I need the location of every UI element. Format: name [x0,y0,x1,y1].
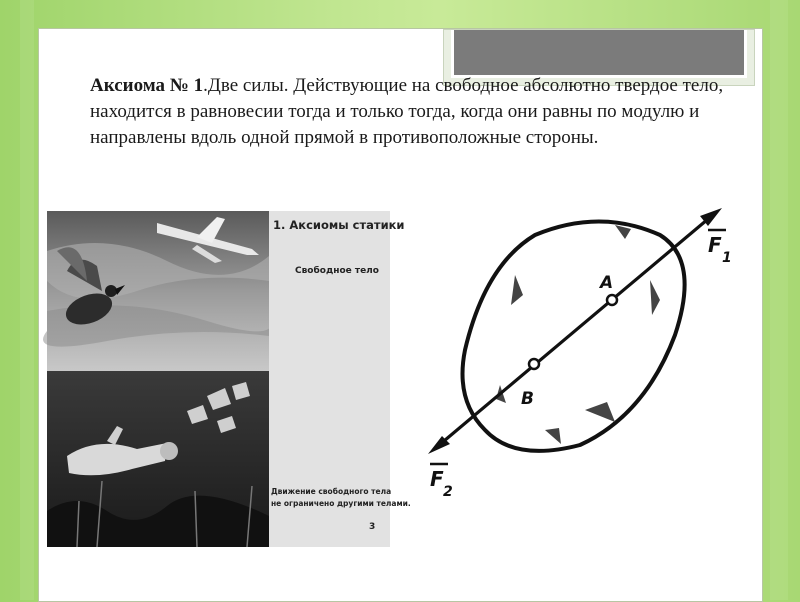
svg-text:F: F [708,233,722,257]
point-b-label: B [521,389,534,409]
illustration-page-number: 3 [369,522,376,532]
title-bar [451,30,747,78]
force-f1-label [708,230,732,266]
line-of-action [438,214,714,446]
free-body-diagram [410,200,740,520]
axiom-body: .Две силы. Действующие на свободное абсолютно твердое тело, находится в равновесии тогда и только тогда, когда они равны по модулю и направлены вдоль одной прямой в противоположные стороны. [90,75,724,148]
illustration-panel [47,211,411,547]
axiom-title: Аксиома № 1 [90,75,204,96]
illustration-caption-line2: не ограничено другими телами. [271,499,411,508]
point-b-marker [529,359,539,369]
axiom-text [90,73,730,151]
force-f2-label [430,464,453,500]
illustration-heading: 1. Аксиомы статики [273,218,405,232]
illustration-subheading: Свободное тело [295,266,379,276]
background-stripe [770,0,788,600]
illustration-caption-line1: Движение свободного тела [271,487,392,496]
background-stripe [20,0,34,600]
point-a-marker [607,295,617,305]
svg-text:1: 1 [722,250,732,266]
svg-text:2: 2 [443,484,453,500]
point-a-label: A [600,273,614,293]
svg-text:F: F [430,467,444,491]
rigid-body-outline [463,222,685,451]
body-hatching [496,225,660,444]
illustration-picture [47,211,411,547]
